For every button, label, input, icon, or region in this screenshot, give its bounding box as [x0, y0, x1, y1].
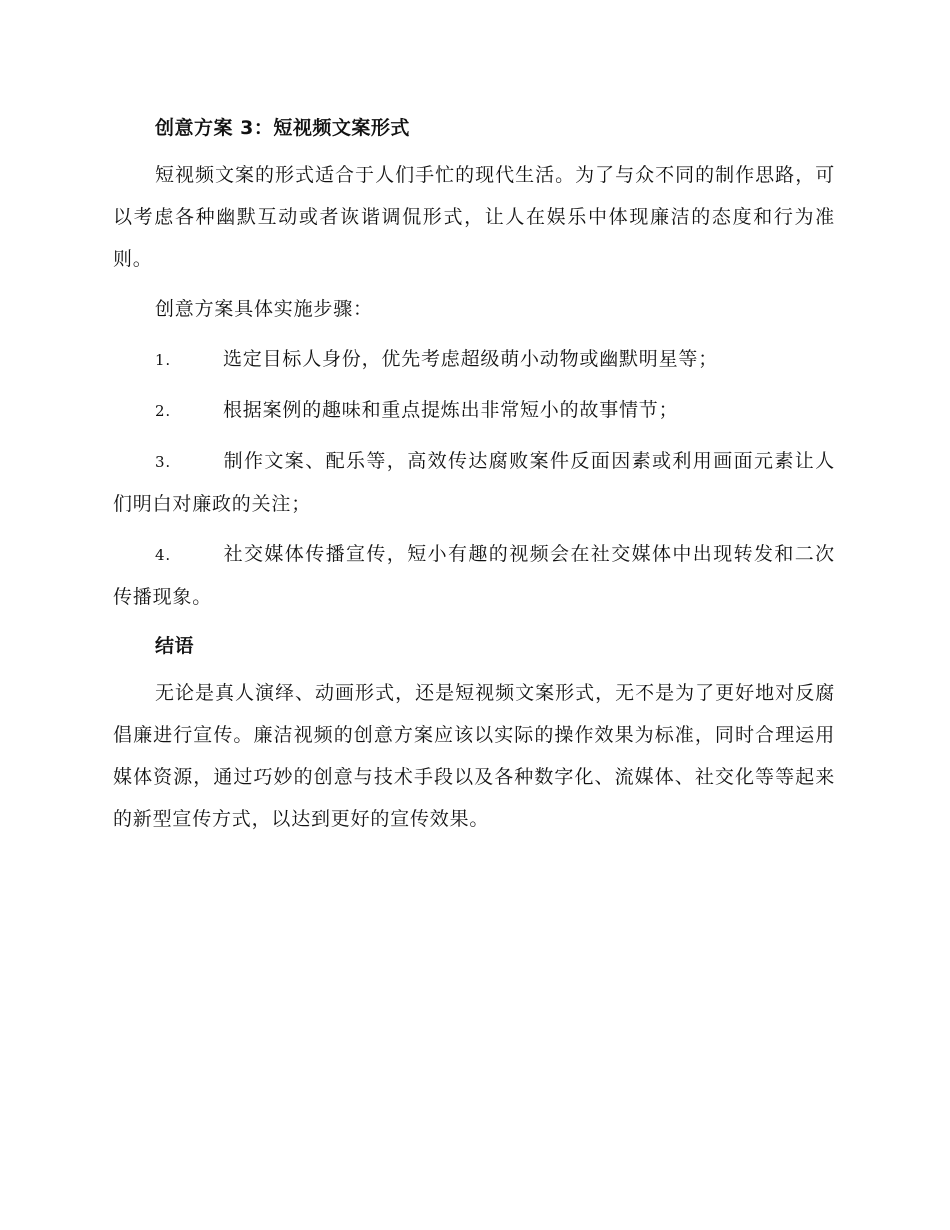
- step-text: 社交媒体传播宣传，短小有趣的视频会在社交媒体中出现转发和二次传播现象。: [113, 543, 835, 608]
- document-page: [113, 108, 835, 848]
- conclusion-heading: 结语: [155, 635, 195, 657]
- step-number: 4.: [155, 546, 171, 564]
- step-item: [113, 389, 835, 432]
- steps-label: 创意方案具体实施步骤：: [155, 298, 373, 320]
- step-number: 2.: [155, 402, 171, 420]
- step-number: 1.: [155, 351, 171, 369]
- section3-heading: 创意方案 3：短视频文案形式: [155, 117, 410, 139]
- step-text: 选定目标人身份，优先考虑超级萌小动物或幽默明星等；: [223, 348, 719, 370]
- step-text: 制作文案、配乐等，高效传达腐败案件反面因素或利用画面元素让人们明白对廉政的关注；: [113, 450, 835, 515]
- step-number: 3.: [155, 453, 171, 471]
- section3-intro: 短视频文案的形式适合于人们手忙的现代生活。为了与众不同的制作思路，可以考虑各种幽默互动或者诙谐调侃形式，让人在娱乐中体现廉洁的态度和行为准则。: [113, 164, 835, 270]
- conclusion-text: 无论是真人演绎、动画形式，还是短视频文案形式，无不是为了更好地对反腐倡廉进行宣传。廉洁视频的创意方案应该以实际的操作效果为标准，同时合理运用媒体资源，通过巧妙的创意与技术手段以及各种数字化、流媒体、社交化等等起来的新型宣传方式，以达到更好的宣传效果。: [113, 682, 835, 830]
- step-item: [113, 338, 835, 381]
- step-text: 根据案例的趣味和重点提炼出非常短小的故事情节；: [223, 399, 679, 421]
- step-item: [113, 533, 835, 618]
- step-item: [113, 440, 835, 525]
